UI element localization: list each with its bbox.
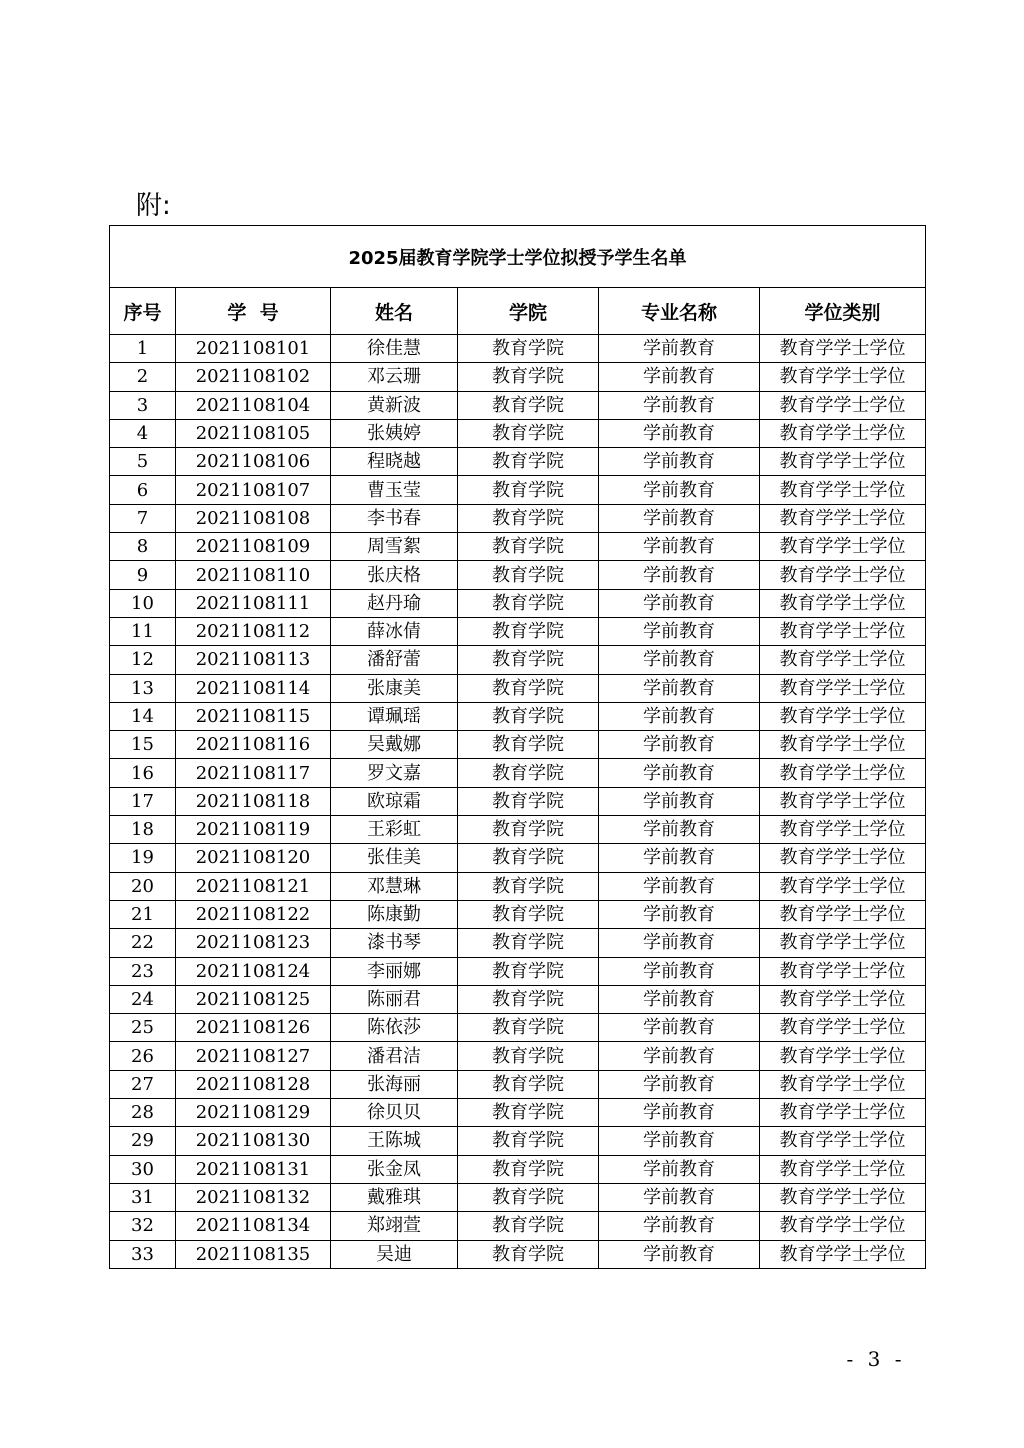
cell-student-id: 2021108131 xyxy=(176,1155,331,1183)
cell-name: 邓云珊 xyxy=(331,363,458,391)
table-row xyxy=(110,476,926,504)
cell-name: 吴迪 xyxy=(331,1240,458,1268)
table-title: 2025届教育学院学士学位拟授予学生名单 xyxy=(110,226,926,288)
column-header-student-id: 学 号 xyxy=(176,288,331,335)
cell-college: 教育学院 xyxy=(458,872,599,900)
cell-name: 张姨婷 xyxy=(331,419,458,447)
cell-major: 学前教育 xyxy=(599,391,760,419)
cell-student-id: 2021108101 xyxy=(176,335,331,363)
cell-index: 5 xyxy=(110,448,176,476)
cell-degree-type: 教育学学士学位 xyxy=(760,985,926,1013)
table-row xyxy=(110,391,926,419)
degree-roster-table xyxy=(109,225,926,1269)
table-row xyxy=(110,1240,926,1268)
cell-degree-type: 教育学学士学位 xyxy=(760,1183,926,1211)
cell-name: 罗文嘉 xyxy=(331,759,458,787)
cell-degree-type: 教育学学士学位 xyxy=(760,731,926,759)
cell-degree-type: 教育学学士学位 xyxy=(760,900,926,928)
cell-major: 学前教育 xyxy=(599,1155,760,1183)
page-number: - 3 - xyxy=(846,1347,906,1371)
cell-index: 15 xyxy=(110,731,176,759)
cell-college: 教育学院 xyxy=(458,533,599,561)
cell-major: 学前教育 xyxy=(599,1212,760,1240)
cell-index: 13 xyxy=(110,674,176,702)
cell-student-id: 2021108109 xyxy=(176,533,331,561)
cell-college: 教育学院 xyxy=(458,1212,599,1240)
cell-index: 18 xyxy=(110,816,176,844)
cell-college: 教育学院 xyxy=(458,391,599,419)
table-row xyxy=(110,1183,926,1211)
cell-degree-type: 教育学学士学位 xyxy=(760,1212,926,1240)
cell-name: 潘舒蕾 xyxy=(331,646,458,674)
cell-student-id: 2021108120 xyxy=(176,844,331,872)
cell-student-id: 2021108122 xyxy=(176,900,331,928)
cell-degree-type: 教育学学士学位 xyxy=(760,957,926,985)
cell-college: 教育学院 xyxy=(458,1070,599,1098)
table-row xyxy=(110,589,926,617)
cell-college: 教育学院 xyxy=(458,1014,599,1042)
cell-major: 学前教育 xyxy=(599,1240,760,1268)
cell-major: 学前教育 xyxy=(599,646,760,674)
cell-degree-type: 教育学学士学位 xyxy=(760,816,926,844)
cell-name: 王彩虹 xyxy=(331,816,458,844)
table-row xyxy=(110,957,926,985)
cell-college: 教育学院 xyxy=(458,476,599,504)
cell-college: 教育学院 xyxy=(458,504,599,532)
cell-student-id: 2021108127 xyxy=(176,1042,331,1070)
cell-degree-type: 教育学学士学位 xyxy=(760,561,926,589)
cell-degree-type: 教育学学士学位 xyxy=(760,335,926,363)
cell-major: 学前教育 xyxy=(599,1014,760,1042)
cell-degree-type: 教育学学士学位 xyxy=(760,929,926,957)
cell-student-id: 2021108119 xyxy=(176,816,331,844)
cell-major: 学前教育 xyxy=(599,1183,760,1211)
cell-college: 教育学院 xyxy=(458,419,599,447)
table-row xyxy=(110,759,926,787)
cell-student-id: 2021108105 xyxy=(176,419,331,447)
cell-index: 19 xyxy=(110,844,176,872)
cell-major: 学前教育 xyxy=(599,419,760,447)
cell-college: 教育学院 xyxy=(458,957,599,985)
cell-major: 学前教育 xyxy=(599,985,760,1013)
cell-name: 薛冰倩 xyxy=(331,617,458,645)
cell-index: 33 xyxy=(110,1240,176,1268)
cell-index: 17 xyxy=(110,787,176,815)
cell-index: 1 xyxy=(110,335,176,363)
cell-degree-type: 教育学学士学位 xyxy=(760,844,926,872)
cell-college: 教育学院 xyxy=(458,646,599,674)
table-header-row xyxy=(110,288,926,335)
cell-college: 教育学院 xyxy=(458,731,599,759)
table-row xyxy=(110,335,926,363)
cell-index: 12 xyxy=(110,646,176,674)
cell-name: 潘君洁 xyxy=(331,1042,458,1070)
cell-college: 教育学院 xyxy=(458,674,599,702)
cell-college: 教育学院 xyxy=(458,561,599,589)
cell-index: 31 xyxy=(110,1183,176,1211)
cell-major: 学前教育 xyxy=(599,731,760,759)
cell-name: 陈康勤 xyxy=(331,900,458,928)
cell-index: 26 xyxy=(110,1042,176,1070)
cell-college: 教育学院 xyxy=(458,335,599,363)
cell-student-id: 2021108126 xyxy=(176,1014,331,1042)
cell-name: 李书春 xyxy=(331,504,458,532)
cell-major: 学前教育 xyxy=(599,363,760,391)
cell-degree-type: 教育学学士学位 xyxy=(760,504,926,532)
cell-index: 32 xyxy=(110,1212,176,1240)
cell-index: 2 xyxy=(110,363,176,391)
cell-student-id: 2021108132 xyxy=(176,1183,331,1211)
cell-major: 学前教育 xyxy=(599,702,760,730)
table-row xyxy=(110,844,926,872)
cell-college: 教育学院 xyxy=(458,1127,599,1155)
cell-student-id: 2021108111 xyxy=(176,589,331,617)
cell-index: 24 xyxy=(110,985,176,1013)
cell-degree-type: 教育学学士学位 xyxy=(760,419,926,447)
cell-degree-type: 教育学学士学位 xyxy=(760,363,926,391)
cell-college: 教育学院 xyxy=(458,844,599,872)
cell-name: 陈丽君 xyxy=(331,985,458,1013)
cell-college: 教育学院 xyxy=(458,617,599,645)
cell-major: 学前教育 xyxy=(599,561,760,589)
table-row xyxy=(110,1212,926,1240)
cell-major: 学前教育 xyxy=(599,787,760,815)
table-row xyxy=(110,929,926,957)
cell-index: 20 xyxy=(110,872,176,900)
cell-major: 学前教育 xyxy=(599,1070,760,1098)
table-row xyxy=(110,1127,926,1155)
table-row xyxy=(110,787,926,815)
cell-name: 程晓越 xyxy=(331,448,458,476)
cell-index: 23 xyxy=(110,957,176,985)
cell-major: 学前教育 xyxy=(599,1042,760,1070)
cell-major: 学前教育 xyxy=(599,533,760,561)
cell-major: 学前教育 xyxy=(599,504,760,532)
table-row xyxy=(110,674,926,702)
column-header-index: 序号 xyxy=(110,288,176,335)
cell-major: 学前教育 xyxy=(599,476,760,504)
cell-degree-type: 教育学学士学位 xyxy=(760,1042,926,1070)
cell-degree-type: 教育学学士学位 xyxy=(760,1070,926,1098)
cell-major: 学前教育 xyxy=(599,816,760,844)
cell-name: 徐贝贝 xyxy=(331,1099,458,1127)
cell-student-id: 2021108125 xyxy=(176,985,331,1013)
column-header-college: 学院 xyxy=(458,288,599,335)
cell-name: 欧琼霜 xyxy=(331,787,458,815)
cell-major: 学前教育 xyxy=(599,900,760,928)
cell-student-id: 2021108129 xyxy=(176,1099,331,1127)
table-row xyxy=(110,448,926,476)
cell-index: 29 xyxy=(110,1127,176,1155)
cell-major: 学前教育 xyxy=(599,872,760,900)
cell-student-id: 2021108107 xyxy=(176,476,331,504)
cell-name: 邓慧琳 xyxy=(331,872,458,900)
cell-degree-type: 教育学学士学位 xyxy=(760,702,926,730)
cell-name: 张康美 xyxy=(331,674,458,702)
cell-college: 教育学院 xyxy=(458,816,599,844)
table-row xyxy=(110,1042,926,1070)
cell-name: 张庆格 xyxy=(331,561,458,589)
cell-index: 28 xyxy=(110,1099,176,1127)
cell-name: 李丽娜 xyxy=(331,957,458,985)
cell-name: 王陈城 xyxy=(331,1127,458,1155)
cell-degree-type: 教育学学士学位 xyxy=(760,1155,926,1183)
cell-index: 21 xyxy=(110,900,176,928)
cell-student-id: 2021108108 xyxy=(176,504,331,532)
table-row xyxy=(110,504,926,532)
cell-student-id: 2021108123 xyxy=(176,929,331,957)
cell-student-id: 2021108110 xyxy=(176,561,331,589)
cell-major: 学前教育 xyxy=(599,617,760,645)
cell-degree-type: 教育学学士学位 xyxy=(760,617,926,645)
cell-major: 学前教育 xyxy=(599,957,760,985)
cell-degree-type: 教育学学士学位 xyxy=(760,589,926,617)
table-row xyxy=(110,985,926,1013)
cell-index: 8 xyxy=(110,533,176,561)
cell-college: 教育学院 xyxy=(458,363,599,391)
cell-name: 黄新波 xyxy=(331,391,458,419)
cell-name: 张海丽 xyxy=(331,1070,458,1098)
cell-degree-type: 教育学学士学位 xyxy=(760,646,926,674)
column-header-major: 专业名称 xyxy=(599,288,760,335)
table-row xyxy=(110,646,926,674)
column-header-name: 姓名 xyxy=(331,288,458,335)
cell-index: 22 xyxy=(110,929,176,957)
cell-degree-type: 教育学学士学位 xyxy=(760,674,926,702)
cell-college: 教育学院 xyxy=(458,589,599,617)
cell-degree-type: 教育学学士学位 xyxy=(760,759,926,787)
table-row xyxy=(110,617,926,645)
cell-student-id: 2021108121 xyxy=(176,872,331,900)
cell-degree-type: 教育学学士学位 xyxy=(760,1240,926,1268)
cell-index: 27 xyxy=(110,1070,176,1098)
cell-college: 教育学院 xyxy=(458,759,599,787)
cell-college: 教育学院 xyxy=(458,985,599,1013)
table-row xyxy=(110,561,926,589)
cell-major: 学前教育 xyxy=(599,1099,760,1127)
table-row xyxy=(110,816,926,844)
cell-student-id: 2021108130 xyxy=(176,1127,331,1155)
cell-student-id: 2021108116 xyxy=(176,731,331,759)
table-row xyxy=(110,872,926,900)
cell-major: 学前教育 xyxy=(599,1127,760,1155)
cell-student-id: 2021108134 xyxy=(176,1212,331,1240)
cell-index: 7 xyxy=(110,504,176,532)
cell-student-id: 2021108112 xyxy=(176,617,331,645)
column-header-degree-type: 学位类别 xyxy=(760,288,926,335)
table-row xyxy=(110,1099,926,1127)
cell-degree-type: 教育学学士学位 xyxy=(760,1127,926,1155)
cell-degree-type: 教育学学士学位 xyxy=(760,476,926,504)
cell-name: 赵丹瑜 xyxy=(331,589,458,617)
cell-college: 教育学院 xyxy=(458,787,599,815)
cell-name: 吴戴娜 xyxy=(331,731,458,759)
table-row xyxy=(110,702,926,730)
cell-major: 学前教育 xyxy=(599,674,760,702)
cell-degree-type: 教育学学士学位 xyxy=(760,448,926,476)
cell-index: 9 xyxy=(110,561,176,589)
cell-student-id: 2021108118 xyxy=(176,787,331,815)
annex-label: 附: xyxy=(136,191,171,221)
table-row xyxy=(110,1070,926,1098)
cell-student-id: 2021108102 xyxy=(176,363,331,391)
cell-college: 教育学院 xyxy=(458,1099,599,1127)
table-row xyxy=(110,1014,926,1042)
cell-name: 谭珮瑶 xyxy=(331,702,458,730)
cell-degree-type: 教育学学士学位 xyxy=(760,391,926,419)
cell-index: 6 xyxy=(110,476,176,504)
cell-student-id: 2021108104 xyxy=(176,391,331,419)
cell-college: 教育学院 xyxy=(458,1183,599,1211)
cell-index: 3 xyxy=(110,391,176,419)
cell-major: 学前教育 xyxy=(599,929,760,957)
cell-student-id: 2021108124 xyxy=(176,957,331,985)
cell-index: 4 xyxy=(110,419,176,447)
cell-name: 漆书琴 xyxy=(331,929,458,957)
cell-college: 教育学院 xyxy=(458,929,599,957)
cell-index: 25 xyxy=(110,1014,176,1042)
cell-college: 教育学院 xyxy=(458,1155,599,1183)
cell-degree-type: 教育学学士学位 xyxy=(760,1014,926,1042)
cell-name: 张金凤 xyxy=(331,1155,458,1183)
table-row xyxy=(110,419,926,447)
table-row xyxy=(110,363,926,391)
cell-index: 10 xyxy=(110,589,176,617)
cell-student-id: 2021108106 xyxy=(176,448,331,476)
cell-college: 教育学院 xyxy=(458,1042,599,1070)
cell-index: 11 xyxy=(110,617,176,645)
table-row xyxy=(110,1155,926,1183)
cell-student-id: 2021108113 xyxy=(176,646,331,674)
cell-major: 学前教育 xyxy=(599,335,760,363)
cell-student-id: 2021108117 xyxy=(176,759,331,787)
cell-name: 戴雅琪 xyxy=(331,1183,458,1211)
cell-name: 曹玉莹 xyxy=(331,476,458,504)
cell-name: 张佳美 xyxy=(331,844,458,872)
cell-student-id: 2021108115 xyxy=(176,702,331,730)
cell-index: 30 xyxy=(110,1155,176,1183)
cell-student-id: 2021108128 xyxy=(176,1070,331,1098)
cell-degree-type: 教育学学士学位 xyxy=(760,1099,926,1127)
cell-index: 14 xyxy=(110,702,176,730)
cell-major: 学前教育 xyxy=(599,844,760,872)
table-row xyxy=(110,900,926,928)
cell-degree-type: 教育学学士学位 xyxy=(760,787,926,815)
cell-college: 教育学院 xyxy=(458,702,599,730)
cell-name: 郑翊萱 xyxy=(331,1212,458,1240)
cell-degree-type: 教育学学士学位 xyxy=(760,533,926,561)
cell-major: 学前教育 xyxy=(599,448,760,476)
cell-college: 教育学院 xyxy=(458,448,599,476)
cell-major: 学前教育 xyxy=(599,759,760,787)
cell-name: 陈依莎 xyxy=(331,1014,458,1042)
cell-index: 16 xyxy=(110,759,176,787)
cell-student-id: 2021108114 xyxy=(176,674,331,702)
cell-name: 周雪絮 xyxy=(331,533,458,561)
table-body xyxy=(110,335,926,1269)
cell-degree-type: 教育学学士学位 xyxy=(760,872,926,900)
cell-major: 学前教育 xyxy=(599,589,760,617)
table-row xyxy=(110,731,926,759)
cell-college: 教育学院 xyxy=(458,900,599,928)
table-row xyxy=(110,533,926,561)
cell-name: 徐佳慧 xyxy=(331,335,458,363)
cell-student-id: 2021108135 xyxy=(176,1240,331,1268)
cell-college: 教育学院 xyxy=(458,1240,599,1268)
